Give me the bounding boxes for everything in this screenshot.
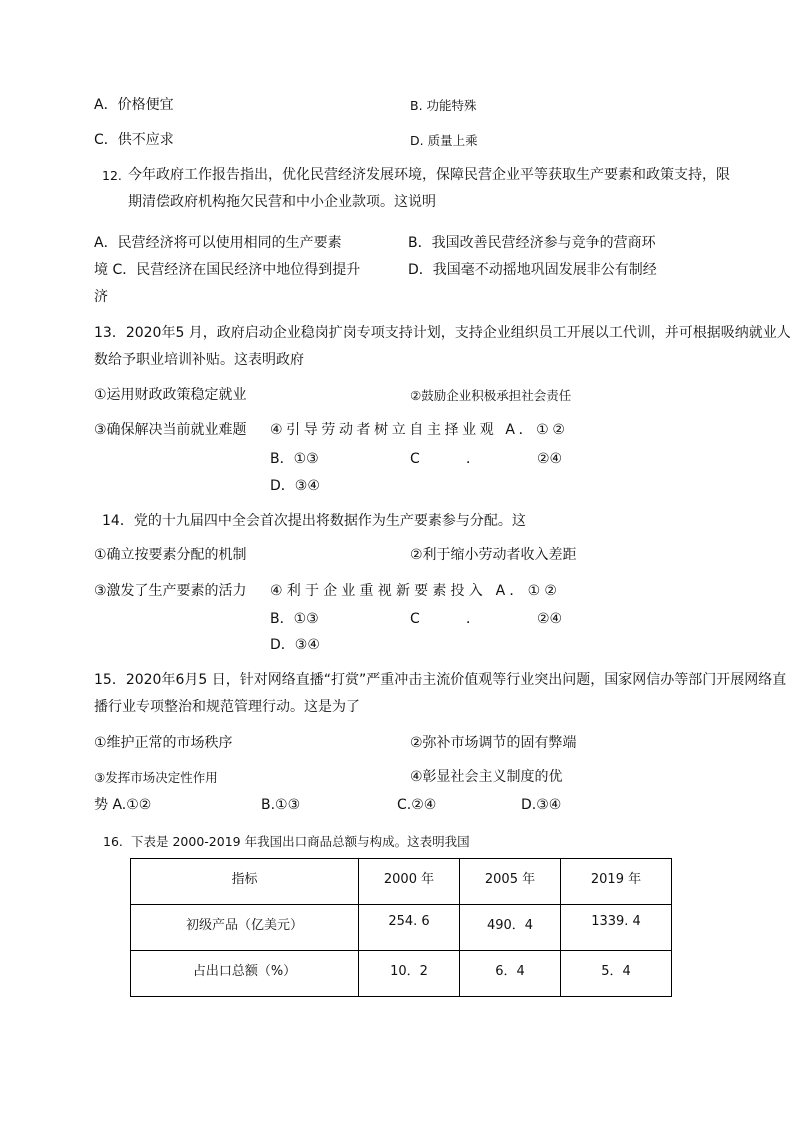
table-cell: 6．4 bbox=[460, 951, 561, 997]
q14-item-2: ②利于缩小劳动者收入差距 bbox=[410, 547, 577, 563]
q13-item-4-option-a: ④引导劳动者树立自主择业观 A．①② bbox=[270, 422, 569, 438]
q12-option-d: D．我国毫不动摇地巩固发展非公有制经 bbox=[408, 262, 657, 278]
q14-option-c-value: ②④ bbox=[537, 611, 563, 627]
table-cell: 10．2 bbox=[359, 951, 460, 997]
q13-option-c-letter: C bbox=[410, 451, 420, 467]
q14-item-4-option-a: ④利于企业重视新要素投入 A．①② bbox=[270, 583, 562, 599]
table-cell: 254. 6 bbox=[359, 905, 460, 951]
q13-option-d: D．③④ bbox=[270, 478, 320, 494]
q15-stem-line1: 15．2020年6月5 日，针对网络直播“打赏”严重冲击主流价值观等行业突出问题，国家网信办等部门开展网络直 bbox=[94, 672, 787, 688]
q12-option-a: A．民营经济将可以使用相同的生产要素 bbox=[94, 235, 342, 251]
table-cell: 占出口总额（%） bbox=[131, 951, 359, 997]
q15-option-d: D.③④ bbox=[521, 797, 562, 813]
export-data-table bbox=[130, 858, 672, 997]
q13-stem-line2: 数给予职业培训补贴。这表明政府 bbox=[94, 352, 304, 368]
q12-number: 12. bbox=[102, 168, 122, 183]
q14-item-3: ③激发了生产要素的活力 bbox=[94, 583, 247, 599]
q14-option-c-letter: C bbox=[410, 611, 420, 627]
table-header-cell: 2019 年 bbox=[561, 859, 672, 905]
q13-item-2: ②鼓励企业积极承担社会责任 bbox=[410, 388, 572, 403]
table-header-cell: 2005 年 bbox=[460, 859, 561, 905]
q15-item-1: ①维护正常的市场秩序 bbox=[94, 735, 233, 751]
q11-option-c: C．供不应求 bbox=[94, 132, 174, 148]
q13-option-b: B．①③ bbox=[270, 451, 319, 467]
q15-option-c: C.②④ bbox=[397, 797, 437, 813]
q14-option-d: D．③④ bbox=[270, 637, 320, 653]
table-header-cell: 指标 bbox=[131, 859, 359, 905]
table-header-row bbox=[131, 859, 672, 905]
q12-stem-line1: 今年政府工作报告指出，优化民营经济发展环境，保障民营企业平等获取生产要素和政策支持，限 bbox=[128, 167, 730, 183]
q12-option-tail: 济 bbox=[94, 289, 108, 305]
q16-stem: 下表是 2000-2019 年我国出口商品总额与构成。这表明我国 bbox=[131, 834, 470, 849]
q15-option-a: 势 A.①② bbox=[94, 797, 152, 813]
q12-stem-line2: 期清偿政府机构拖欠民营和中小企业款项。这说明 bbox=[128, 194, 436, 210]
q12-option-b: B．我国改善民营经济参与竞争的营商环 bbox=[408, 235, 656, 251]
q11-option-b: B. 功能特殊 bbox=[410, 98, 477, 113]
table-header-cell: 2000 年 bbox=[359, 859, 460, 905]
q13-option-c-value: ②④ bbox=[537, 451, 563, 467]
q12-option-c: 境 C．民营经济在国民经济中地位得到提升 bbox=[94, 262, 361, 278]
q14-option-c-dot: ． bbox=[466, 611, 480, 627]
q13-stem-line1: 13．2020年5 月，政府启动企业稳岗扩岗专项支持计划，支持企业组织员工开展以工代训，并可根据吸纳就业人 bbox=[94, 325, 791, 341]
q15-stem-line2: 播行业专项整治和规范管理行动。这是为了 bbox=[94, 699, 360, 715]
q14-option-b: B．①③ bbox=[270, 611, 319, 627]
q11-option-a: A．价格便宜 bbox=[94, 97, 174, 113]
q16-number: 16. bbox=[103, 834, 123, 849]
table-row bbox=[131, 905, 672, 951]
table-cell: 490．4 bbox=[460, 905, 561, 951]
table-row bbox=[131, 951, 672, 997]
q14-item-1: ①确立按要素分配的机制 bbox=[94, 547, 247, 563]
q14-stem: 14．党的十九届四中全会首次提出将数据作为生产要素参与分配。这 bbox=[102, 513, 526, 529]
table-cell: 初级产品（亿美元） bbox=[131, 905, 359, 951]
q15-item-3: ③发挥市场决定性作用 bbox=[94, 770, 218, 785]
q13-item-3: ③确保解决当前就业难题 bbox=[94, 422, 247, 438]
q13-option-c-dot: ． bbox=[466, 451, 480, 467]
table-cell: 1339. 4 bbox=[561, 905, 672, 951]
table-cell: 5．4 bbox=[561, 951, 672, 997]
q15-item-4: ④彰显社会主义制度的优 bbox=[410, 769, 563, 785]
q13-item-1: ①运用财政政策稳定就业 bbox=[94, 387, 247, 403]
q15-option-b: B.①③ bbox=[261, 797, 301, 813]
q15-item-2: ②弥补市场调节的固有弊端 bbox=[410, 735, 577, 751]
q11-option-d: D. 质量上乘 bbox=[410, 133, 478, 148]
